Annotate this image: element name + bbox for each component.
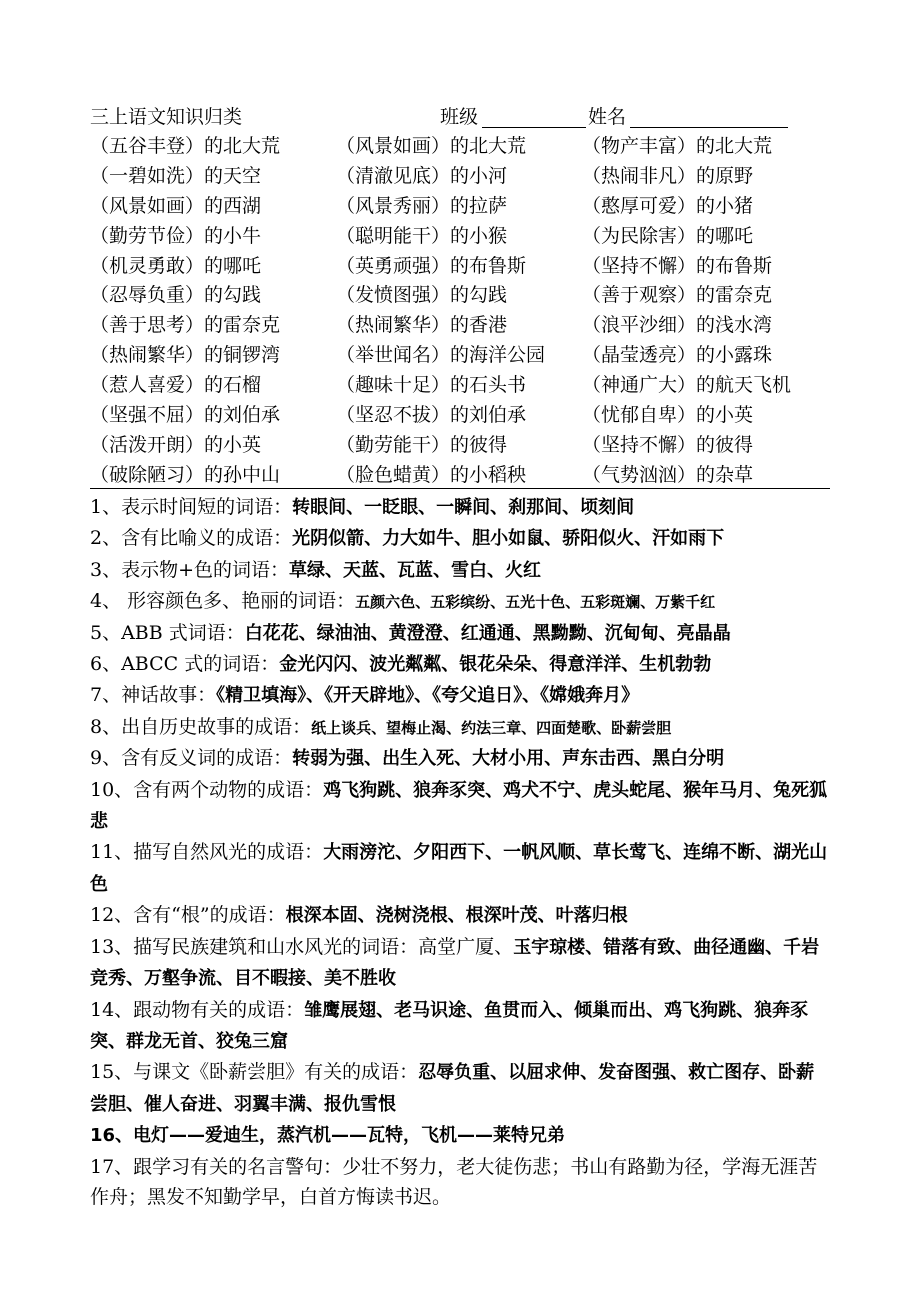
table-cell: （惹人喜爱）的石榴	[90, 374, 262, 397]
item-question: 7、神话故事：	[90, 684, 217, 707]
table-cell: （物产丰富）的北大荒	[582, 135, 773, 157]
item-question: 17、跟学习有关的名言警句：	[90, 1155, 343, 1178]
list-item	[90, 775, 832, 838]
item-question: 8、出自历史故事的成语：	[90, 715, 312, 738]
table-row	[90, 371, 830, 401]
item-question: 5、ABB 式词语：	[90, 621, 245, 644]
table-cell: （风景秀丽）的拉萨	[336, 194, 508, 217]
table-cell: （为民除害）的哪吒	[582, 224, 754, 247]
name-label: 姓名	[588, 106, 627, 128]
item-answer: 光阴似箭、力大如牛、胆小如鼠、骄阳似火、汗如雨下	[292, 528, 725, 550]
table-cell: （聪明能干）的小猴	[336, 224, 508, 247]
table-cell: （一碧如洗）的天空	[90, 164, 262, 187]
item-question: 4、 形容颜色多、艳丽的词语：	[90, 590, 356, 613]
divider-line	[90, 488, 830, 489]
item-answer: 根深本固、浇树浇根、根深叶茂、叶落归根	[285, 905, 628, 927]
name-blank-line	[630, 127, 788, 128]
table-row	[90, 431, 830, 461]
table-row	[90, 281, 830, 311]
list-item	[90, 649, 832, 680]
table-cell: （发愤图强）的勾践	[336, 284, 508, 307]
item-question: 6、ABCC 式的词语：	[90, 653, 280, 676]
list-item	[90, 1057, 832, 1120]
table-cell: （善于观察）的雷奈克	[582, 284, 773, 307]
class-label: 班级	[440, 106, 479, 128]
table-cell: （英勇顽强）的布鲁斯	[336, 254, 527, 277]
table-cell: （憨厚可爱）的小猪	[582, 194, 754, 217]
item-question: 1、表示时间短的词语：	[90, 496, 293, 518]
table-cell: （坚强不屈）的刘伯承	[90, 404, 281, 427]
table-cell: （气势汹汹）的杂草	[582, 463, 754, 486]
list-item	[90, 1120, 832, 1151]
item-question: 10、含有两个动物的成语：	[90, 778, 324, 801]
list-item	[90, 680, 832, 711]
item-answer: 鸡飞狗跳、狼奔豕突、鸡犬不宁、虎头蛇尾、猴年马月、兔死狐悲	[90, 779, 828, 833]
item-answer: 五颜六色、五彩缤纷、五光十色、五彩斑斓、万紫千红	[355, 593, 716, 612]
list-item	[90, 743, 832, 774]
item-answer: 金光闪闪、波光粼粼、银花朵朵、得意洋洋、生机勃勃	[279, 654, 712, 676]
list-item	[90, 523, 832, 554]
table-cell: （坚持不懈）的彼得	[582, 433, 754, 456]
table-cell: （晶莹透亮）的小露珠	[582, 344, 773, 367]
table-cell: （举世闻名）的海洋公园	[336, 344, 546, 367]
phrase-table	[90, 132, 830, 491]
table-row	[90, 252, 830, 282]
list-item	[90, 1152, 832, 1213]
item-answer: 忍辱负重、以屈求伸、发奋图强、救亡图存、卧薪尝胆、催人奋进、羽翼丰满、报仇雪恨	[90, 1062, 815, 1115]
item-answer: 转眼间、一眨眼、一瞬间、刹那间、顷刻间	[292, 497, 635, 518]
table-cell: （勤劳节俭）的小牛	[90, 224, 262, 247]
table-cell: （清澈见底）的小河	[336, 164, 508, 187]
item-question: 12、含有“根”的成语：	[90, 904, 286, 927]
knowledge-list	[90, 492, 832, 1212]
item-answer: 草绿、天蓝、瓦蓝、雪白、火红	[289, 559, 542, 581]
table-cell: （机灵勇敢）的哪吒	[90, 254, 262, 277]
list-item	[90, 995, 832, 1058]
table-row	[90, 401, 830, 431]
item-question: 2、含有比喻义的成语：	[90, 527, 293, 550]
item-question: 14、跟动物有关的成语：	[90, 998, 305, 1021]
table-cell: （破除陋习）的孙中山	[90, 463, 281, 486]
table-cell: （脸色蜡黄）的小稻秧	[336, 463, 527, 486]
table-cell: （五谷丰登）的北大荒	[90, 135, 281, 157]
table-row	[90, 162, 830, 192]
table-cell: （忧郁自卑）的小英	[582, 404, 754, 427]
class-blank-line	[482, 127, 586, 128]
table-row	[90, 461, 830, 491]
document-title: 三上语文知识归类	[90, 106, 243, 128]
item-answer: 转弱为强、出生入死、大材小用、声东击西、黑白分明	[292, 748, 725, 770]
item-answer: 纸上谈兵、望梅止渴、约法三章、四面楚歌、卧薪尝胆	[311, 718, 672, 737]
table-cell: （风景如画）的西湖	[90, 194, 262, 217]
table-row	[90, 192, 830, 222]
item-question: 15、与课文《卧薪尝胆》有关的成语：	[90, 1061, 419, 1084]
item-answer: 雏鹰展翅、老马识途、鱼贯而入、倾巢而出、鸡飞狗跳、狼奔豕突、群龙无首、狡兔三窟	[90, 999, 809, 1052]
table-cell: （热闹繁华）的铜锣湾	[90, 344, 281, 367]
table-cell: （活泼开朗）的小英	[90, 433, 262, 456]
item-answer: 大雨滂沱、夕阳西下、一帆风顺、草长莺飞、连绵不断、湖光山色	[90, 842, 828, 895]
table-cell: （风景如画）的北大荒	[336, 135, 527, 157]
item-question: 3、表示物+色的词语：	[90, 558, 290, 581]
list-item	[90, 712, 832, 743]
table-cell: （热闹非凡）的原野	[582, 164, 754, 187]
table-cell: （忍辱负重）的勾践	[90, 284, 262, 307]
item-question: 16、电灯——爱迪生，蒸汽机——瓦特，飞机——莱特兄弟	[90, 1125, 566, 1147]
list-item	[90, 618, 832, 649]
table-cell: （热闹繁华）的香港	[336, 314, 508, 337]
list-item	[90, 586, 832, 617]
table-row	[90, 132, 830, 162]
table-cell: （勤劳能干）的彼得	[336, 433, 508, 456]
table-cell: （坚忍不拔）的刘伯承	[336, 404, 527, 427]
table-cell: （浪平沙细）的浅水湾	[582, 314, 773, 337]
list-item	[90, 932, 832, 995]
table-row	[90, 341, 830, 371]
item-answer: 少壮不努力，老大徒伤悲；书山有路勤为径，学海无涯苦作舟；黑发不知勤学早，白首方悔读书迟。	[90, 1155, 818, 1208]
item-question: 11、描写自然风光的成语：	[90, 841, 324, 864]
item-answer: 白花花、绿油油、黄澄澄、红通通、黑黝黝、沉甸甸、亮晶晶	[244, 622, 731, 644]
item-answer: 玉宇琼楼、错落有致、曲径通幽、千岩竞秀、万壑争流、目不暇接、美不胜收	[90, 936, 820, 990]
table-row	[90, 311, 830, 341]
list-item	[90, 837, 832, 900]
document-header	[90, 103, 790, 131]
table-cell: （善于思考）的雷奈克	[90, 314, 281, 337]
list-item	[90, 555, 832, 586]
table-cell: （坚持不懈）的布鲁斯	[582, 254, 773, 277]
list-item	[90, 492, 832, 523]
table-row	[90, 222, 830, 252]
list-item	[90, 900, 832, 931]
table-cell: （趣味十足）的石头书	[336, 374, 527, 397]
item-answer: 《精卫填海》、《开天辟地》、《夸父追日》、《嫦娥奔月》	[216, 685, 640, 707]
table-cell: （神通广大）的航天飞机	[582, 374, 792, 397]
item-question: 9、含有反义词的成语：	[90, 747, 293, 770]
item-question: 13、描写民族建筑和山水风光的词语：高堂广厦、	[90, 935, 514, 958]
